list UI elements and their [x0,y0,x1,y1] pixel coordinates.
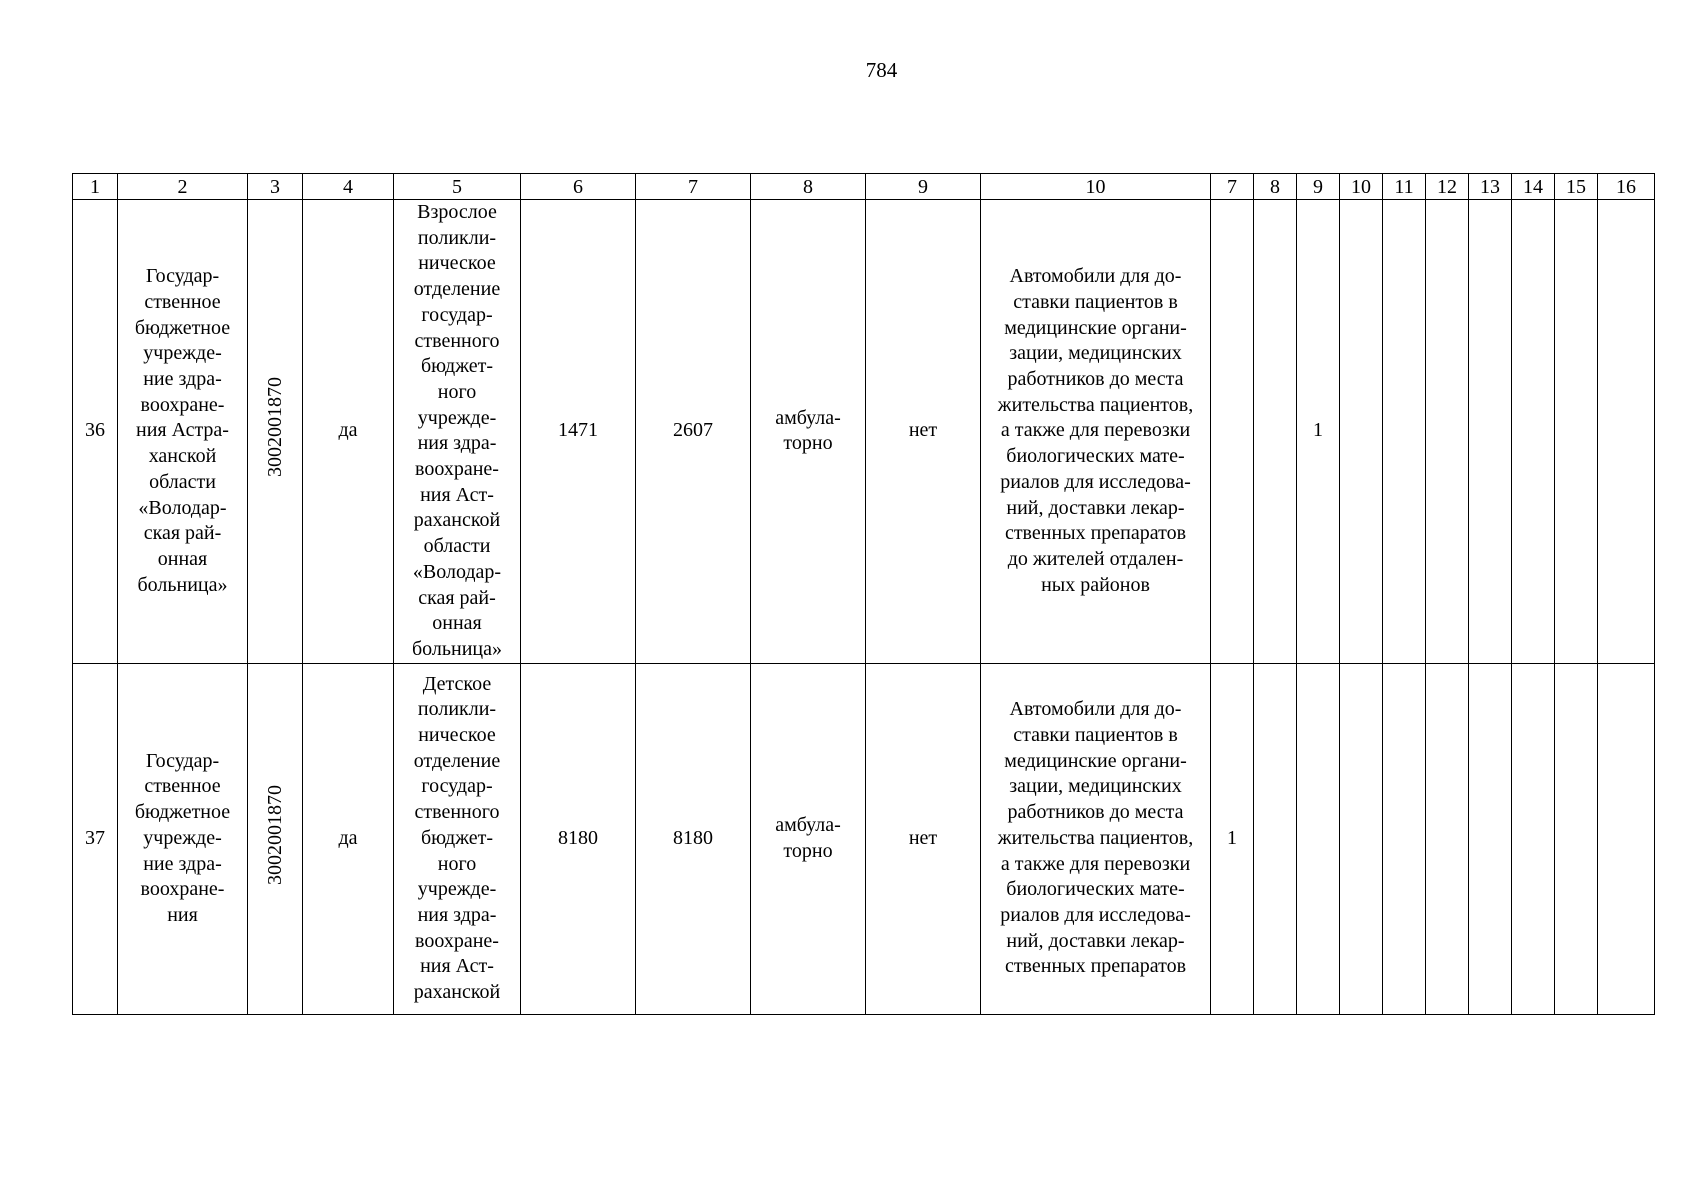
count-cell: 1 [1211,663,1254,1014]
header-cell: 13 [1469,174,1512,200]
header-cell: 12 [1426,174,1469,200]
header-cell: 11 [1383,174,1426,200]
care-type [751,200,866,664]
header-row [73,174,1655,200]
organization-code [248,663,303,1014]
header-cell: 14 [1512,174,1555,200]
department-name [394,200,521,664]
organization-code-text: 3002001870 [264,784,286,885]
data-table [72,173,1655,1015]
count-cell [1254,663,1297,1014]
header-cell: 7 [636,174,751,200]
header-cell: 1 [73,174,118,200]
count-cell [1426,200,1469,664]
header-cell: 4 [303,174,394,200]
vehicle-purpose [981,200,1211,664]
header-cell: 9 [1297,174,1340,200]
department-name [394,663,521,1014]
header-cell: 10 [981,174,1211,200]
count-cell [1512,200,1555,664]
value-cell: 8180 [636,663,751,1014]
care-type-text: амбула- торно [775,406,841,455]
count-cell [1469,200,1512,664]
header-cell: 15 [1555,174,1598,200]
row-number: 36 [73,200,118,664]
header-cell: 8 [751,174,866,200]
header-cell: 8 [1254,174,1297,200]
flag-cell: да [303,663,394,1014]
count-cell [1469,663,1512,1014]
count-cell [1598,200,1655,664]
header-cell: 9 [866,174,981,200]
count-cell [1598,663,1655,1014]
care-type [751,663,866,1014]
header-cell: 6 [521,174,636,200]
organization-name-text: Государ- ственное бюджетное учрежде- ние здра- воохране- ния Астра- ханской области «Володар- ская рай- онная больница» [134,265,231,596]
header-cell: 5 [394,174,521,200]
department-name-text: Взрослое поликли- ническое отделение государ- ственного бюджет- ного учрежде- ния здра- воохране- ния Аст- раханской области «Володар- ская рай- онная больница» [412,201,502,660]
organization-code [248,200,303,664]
value-cell: 1471 [521,200,636,664]
header-cell: 16 [1598,174,1655,200]
value-cell: 8180 [521,663,636,1014]
count-cell [1555,200,1598,664]
vehicle-purpose-text: Автомобили для до- ставки пациентов в медицинские органи- зации, медицинских работников до места жительства пациентов, а также для перевозки биологических мате- риалов для исследова- ний, доставки лекар- ственных препаратов до жителей отдален- ных районов [997,265,1194,596]
count-cell [1383,200,1426,664]
row-number: 37 [73,663,118,1014]
count-cell [1340,663,1383,1014]
organization-name [118,663,248,1014]
table-row [73,663,1655,1014]
department-name-text: Детское поликли- ническое отделение государ- ственного бюджет- ного учрежде- ния здра- воохране- ния Аст- раханской [413,672,501,1004]
value-cell: 2607 [636,200,751,664]
count-cell [1297,663,1340,1014]
count-cell [1383,663,1426,1014]
count-cell [1340,200,1383,664]
organization-name [118,200,248,664]
count-cell [1555,663,1598,1014]
vehicle-purpose-text: Автомобили для до- ставки пациентов в медицинские органи- зации, медицинских работников до места жительства пациентов, а также для перевозки биологических мате- риалов для исследова- ний, доставки лекар- ственных препаратов [997,698,1194,978]
header-cell: 7 [1211,174,1254,200]
count-cell [1211,200,1254,664]
vehicle-purpose [981,663,1211,1014]
table-row [73,200,1655,664]
page-number: 784 [865,58,898,82]
header-cell: 10 [1340,174,1383,200]
organization-name-text: Государ- ственное бюджетное учрежде- ние здра- воохране- ния [134,749,231,926]
count-cell [1254,200,1297,664]
header-cell: 2 [118,174,248,200]
count-cell: 1 [1297,200,1340,664]
count-cell [1512,663,1555,1014]
care-type-text: амбула- торно [775,813,841,862]
count-cell [1426,663,1469,1014]
flag-cell: да [303,200,394,664]
organization-code-text: 3002001870 [264,377,286,478]
value-cell: нет [866,200,981,664]
value-cell: нет [866,663,981,1014]
header-cell: 3 [248,174,303,200]
